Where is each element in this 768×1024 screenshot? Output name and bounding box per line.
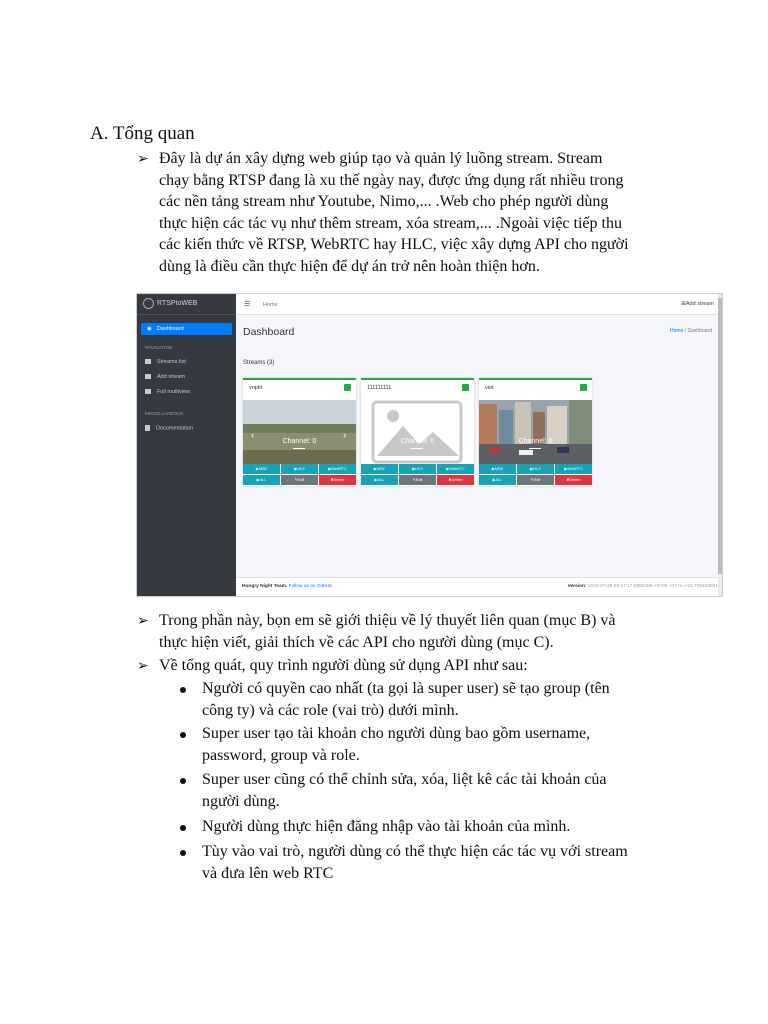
mse-button[interactable]: ▶MSE — [479, 464, 516, 474]
webrtc-button[interactable]: ▶WebRTC — [437, 464, 474, 474]
dot-bullet-icon — [180, 850, 186, 856]
sub-bullet — [202, 678, 610, 721]
delete-button[interactable]: ✖Delete — [555, 475, 592, 485]
logo-icon — [143, 298, 154, 309]
stream-name: vnptit — [249, 385, 263, 391]
prev-icon: ‹ — [251, 430, 255, 441]
delete-button[interactable]: ✖Delete — [319, 475, 356, 485]
hls-button[interactable]: ▶HLS — [517, 464, 554, 474]
text-line: Về tổng quát, quy trình người dùng sử dụng API như sau: — [159, 657, 528, 674]
edit-button[interactable]: ✎Edit — [281, 475, 318, 485]
hls-button[interactable]: ▶HLS — [281, 464, 318, 474]
list-icon — [145, 359, 151, 364]
github-link[interactable]: Follow us on GitHub — [288, 584, 332, 589]
sidebar-item-documentation[interactable]: Documentation — [137, 425, 236, 431]
text-line: các kiến thức về RTSP, WebRTC hay HLC, việc xây dựng API cho người — [159, 236, 629, 253]
all-button[interactable]: ▶ALL — [243, 475, 280, 485]
sub-bullet — [202, 816, 570, 838]
card-buttons — [361, 464, 474, 486]
misc-header: MISCELLANEOUS — [145, 411, 184, 416]
status-badge — [462, 384, 469, 391]
nav-header: NAVIGATION — [145, 345, 173, 350]
sub-bullet — [202, 841, 628, 884]
stream-thumbnail[interactable] — [361, 400, 474, 464]
top-add-stream-link[interactable]: ⊞Add stream — [681, 301, 714, 307]
version-text: 2023-07-26 09:17:17.0850355 +0700 +07 m=+11.736428601 — [587, 584, 718, 589]
dot-bullet-icon — [180, 825, 186, 831]
bullet-paragraph — [159, 610, 616, 653]
stream-name: viot — [485, 385, 494, 391]
streams-title: Streams (3) — [243, 360, 275, 366]
stream-thumbnail[interactable] — [243, 400, 356, 464]
text-line: Người có quyền cao nhất (ta gọi là super user) sẽ tạo group (tên — [202, 680, 610, 697]
text-line: và đưa lên web RTC — [202, 864, 334, 882]
rtsp-dashboard-screenshot — [136, 293, 723, 597]
sidebar-item-dashboard[interactable]: ◉ Dashboard — [141, 323, 232, 335]
text-line: Super user cũng có thể chỉnh sửa, xóa, liệt kê các tài khoản của — [202, 771, 607, 788]
stream-name: 111111111 — [367, 385, 392, 391]
dot-bullet-icon — [180, 732, 186, 738]
sidebar — [137, 294, 236, 596]
all-button[interactable]: ▶ALL — [361, 475, 398, 485]
webrtc-button[interactable]: ▶WebRTC — [319, 464, 356, 474]
text-line: Đây là dự án xây dựng web giúp tạo và quản lý luồng stream. Stream — [159, 150, 603, 167]
page-title: Dashboard — [243, 326, 295, 338]
text-line: Trong phần này, bọn em sẽ giới thiệu về lý thuyết liên quan (mục B) và — [159, 612, 616, 629]
text-line: thực hiện viết, giải thích về các API cho người dùng (mục C). — [159, 633, 554, 651]
status-badge — [344, 384, 351, 391]
top-home-link[interactable]: Home — [263, 302, 278, 308]
arrow-bullet-icon: ➢ — [137, 614, 149, 629]
sub-bullet — [202, 723, 590, 766]
hls-button[interactable]: ▶HLS — [399, 464, 436, 474]
hamburger-icon[interactable]: ☰ — [244, 301, 251, 308]
grid-icon — [145, 389, 151, 394]
text-line: thực hiện các tác vụ như thêm stream, xóa stream,... .Ngoài việc tiếp thu — [159, 214, 622, 232]
edit-button[interactable]: ✎Edit — [399, 475, 436, 485]
next-icon: › — [343, 430, 347, 441]
dot-bullet-icon — [180, 778, 186, 784]
stream-card — [479, 378, 592, 486]
sidebar-item-streams-list[interactable]: Streams list — [137, 359, 236, 365]
sub-bullet — [202, 769, 607, 812]
card-buttons — [479, 464, 592, 486]
scrollbar-thumb[interactable] — [718, 298, 722, 574]
text-line: password, group và role. — [202, 746, 360, 764]
arrow-bullet-icon: ➢ — [137, 659, 149, 674]
text-line: Super user tạo tài khoản cho người dùng bao gồm username, — [202, 725, 591, 742]
channel-label: Channel: 0 — [400, 438, 435, 445]
text-line: người dùng. — [202, 792, 280, 810]
webrtc-button[interactable]: ▶WebRTC — [555, 464, 592, 474]
status-badge — [580, 384, 587, 391]
channel-label: Channel: 0 — [282, 438, 317, 445]
mse-button[interactable]: ▶MSE — [243, 464, 280, 474]
intro-paragraph — [159, 148, 629, 277]
plus-icon — [145, 374, 151, 379]
text-line: các nền tảng stream như Youtube, Nimo,... .Web cho phép người dùng — [159, 193, 609, 210]
footer: Hungry Night Team. Follow us on GitHub Version: 2023-07-26 09:17:17.0850355 +0700 +07 m=+11.736428601 — [236, 577, 722, 596]
brand: RTSPtoWEB — [137, 294, 236, 315]
top-navbar — [236, 294, 722, 315]
dot-bullet-icon — [180, 687, 186, 693]
text-line: chạy bằng RTSP đang là xu thế ngày nay, được ứng dụng rất nhiều trong — [159, 171, 624, 189]
bullet-paragraph — [159, 655, 528, 677]
card-buttons — [243, 464, 356, 486]
sidebar-item-add-stream[interactable]: Add stream — [137, 374, 236, 380]
text-line: Tùy vào vai trò, người dùng có thể thực hiện các tác vụ với stream — [202, 843, 628, 860]
stream-card — [243, 378, 356, 486]
mse-button[interactable]: ▶MSE — [361, 464, 398, 474]
stream-thumbnail[interactable] — [479, 400, 592, 464]
arrow-bullet-icon: ➢ — [137, 152, 149, 167]
section-heading: A. Tổng quan — [90, 123, 195, 144]
delete-button[interactable]: ✖Delete — [437, 475, 474, 485]
all-button[interactable]: ▶ALL — [479, 475, 516, 485]
sidebar-item-full-multiview[interactable]: Full multiview — [137, 389, 236, 395]
text-line: Người dùng thực hiện đăng nhập vào tài khoản của mình. — [202, 818, 571, 835]
edit-button[interactable]: ✎Edit — [517, 475, 554, 485]
stream-card — [361, 378, 474, 486]
file-icon — [145, 425, 150, 431]
breadcrumb: Home / Dashboard — [670, 328, 712, 334]
scrollbar[interactable] — [718, 294, 722, 596]
channel-label: Channel: 0 — [518, 438, 553, 445]
text-line: dùng là điều cần thực hiện để dự án trở nên hoàn thiện hơn. — [159, 257, 540, 275]
text-line: công ty) và các role (vai trò) dưới mình. — [202, 701, 459, 719]
